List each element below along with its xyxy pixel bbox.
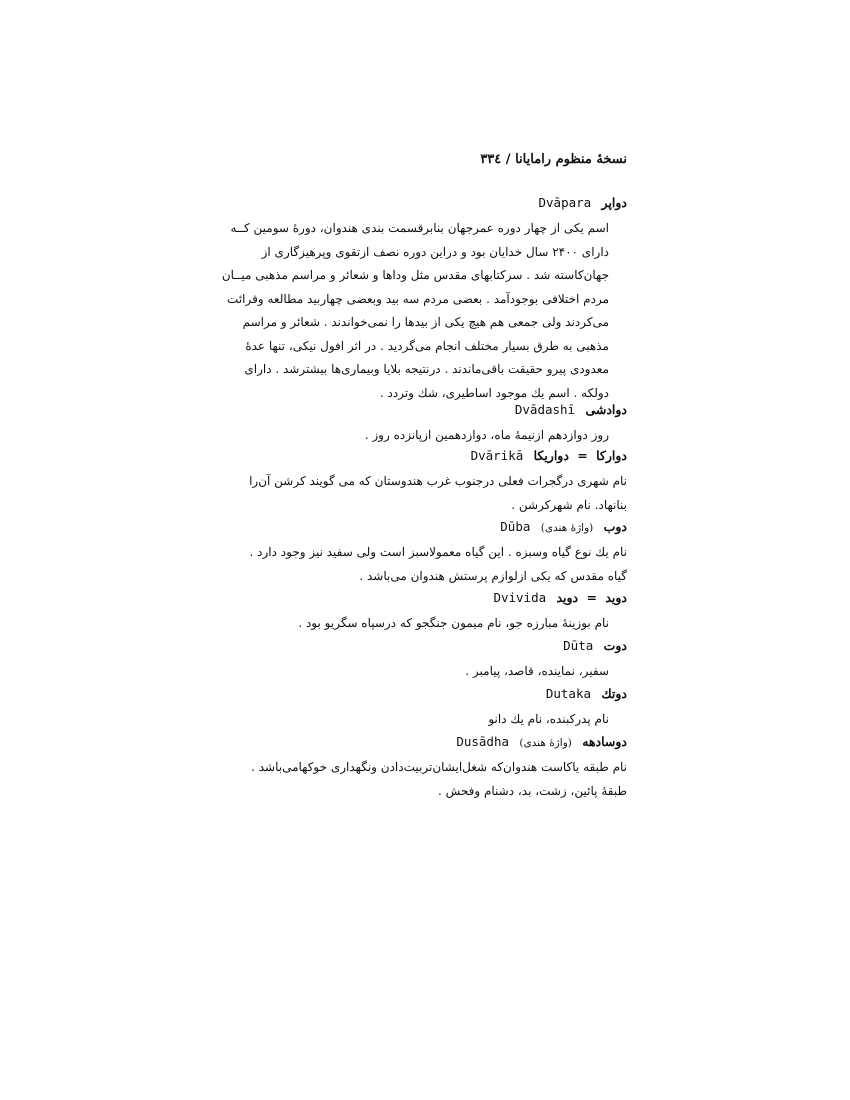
dictionary-entry (87, 589, 627, 636)
definition-line: نام پدرکبنده، نام یك دانو (488, 712, 609, 726)
definition-line: نام بوزینهٔ مبارزه جو، نام میمون جنگجو که درسپاه سگریو بود . (298, 616, 609, 630)
headword-note: (واژهٔ هندی) (540, 522, 594, 534)
definition-line: سفیر، نماینده، قاصد، پیامبر . (465, 664, 609, 678)
dictionary-entry (87, 685, 627, 732)
definition-line: نام شهری درگجرات فعلی درجنوب غرب هندوستان که می گویند کرشن آن‌را (249, 474, 627, 488)
definition-line: مردم اختلافی بوجودآمد . بعضی مردم سه بید وبعضی چهاربید مطالعه وقرائت (227, 291, 609, 306)
definition-line: معدودی پیرو حقیقت باقی‌ماندند . درنتیجه بلایا وبیماری‌ها بیشترشد . دارای (244, 362, 609, 376)
headword-variant: دواریکا (533, 448, 569, 463)
headword-latin: Dvivida (493, 590, 547, 605)
headword-latin: Dvādashī (514, 402, 576, 417)
definition-line: دولکه . اسم یك موجود اساطیری، شك وتردد . (379, 385, 609, 400)
headword-variant: دوید (556, 590, 579, 605)
entry-headword (87, 589, 627, 607)
entry-headword (87, 447, 627, 465)
running-header: نسخهٔ منظوم رامایانا / ۳۳٤ (480, 152, 627, 167)
dictionary-entry (87, 194, 627, 405)
entry-definition (87, 217, 609, 405)
headword-latin: Dūta (563, 638, 594, 653)
headword-latin: Dvārikā (470, 448, 524, 463)
definition-line: اسم یکی از چهار دوره عمرجهان بنابرقسمت بندی هندوان، دورهٔ سومین کــه (230, 221, 609, 235)
headword-latin: Dvāpara (538, 195, 592, 210)
headword-latin: Dūba (500, 519, 531, 534)
headword-note: (واژهٔ هندی) (519, 737, 572, 749)
dictionary-entry (87, 401, 627, 448)
definition-line: جهان‌کاسته شد . سرکتابهای مقدس مثل وداها و شعائر و مراسم مذهبی میــان (221, 268, 609, 282)
headword-latin: Dutaka (545, 686, 592, 701)
definition-line: گیاه مقدس که یکی ازلوازم پرستش هندوان می‌باشد . (359, 568, 627, 583)
definition-line: بنانهاد. نام شهرکرشن . (511, 497, 627, 512)
entry-headword (87, 733, 627, 751)
headword-persian: دوسادهه (582, 734, 627, 749)
headword-persian: دوب (603, 519, 627, 534)
entry-headword (87, 401, 627, 419)
dictionary-entry (87, 518, 627, 588)
headword-latin: Dusādha (456, 734, 509, 749)
equals-sign: = (586, 590, 597, 605)
entry-definition (87, 612, 609, 636)
headword-persian: دواپر (601, 195, 627, 210)
headword-persian: دوت (603, 638, 627, 653)
entry-headword (87, 637, 627, 655)
entry-headword (87, 518, 627, 536)
entry-definition (87, 424, 609, 448)
headword-persian: دوارکا (596, 448, 627, 463)
definition-line: نام یك نوع گیاه وسبزه . این گیاه معمولاسبز است ولی سفید نیز وجود دارد . (249, 545, 627, 559)
headword-persian: دوادشی (585, 402, 627, 417)
dictionary-entry (87, 733, 627, 803)
entry-definition (87, 708, 609, 732)
entry-headword (87, 194, 627, 212)
dictionary-entry (87, 637, 627, 684)
equals-sign: = (577, 448, 588, 463)
dictionary-entry (87, 447, 627, 517)
entry-definition (87, 756, 627, 803)
definition-line: مذهبی به طرق بسیار مختلف انجام می‌گردید . در اثر افول نیکی، تنها عدهٔ (245, 338, 609, 353)
definition-line: نام طبقه یاکاست هندوان‌که شغل‌ایشان‌تربیت‌دادن ونگهداری خوکها‌می‌باشد . (251, 760, 627, 774)
entry-definition (87, 541, 627, 588)
entry-headword (87, 685, 627, 703)
entry-definition (87, 470, 627, 517)
definition-line: روز دوازدهم ازنیمهٔ ماه، دوازدهمین ازپانزده روز . (364, 428, 609, 442)
definition-line: طبقهٔ پائین، زشت، بد، دشنام وفحش . (437, 783, 627, 798)
definition-line: دارای ۲۴۰۰ سال خدایان بود و دراین دوره نصف ازتقوی وپرهیزگاری از (261, 244, 609, 259)
headword-persian: دوتك (601, 686, 627, 701)
entry-definition (87, 660, 609, 684)
definition-line: می‌کردند ولی جمعی هم هیچ یکی از بیدها را نمی‌خواندند . شعائر و مراسم (242, 315, 609, 329)
headword-persian: دوید (605, 590, 627, 605)
